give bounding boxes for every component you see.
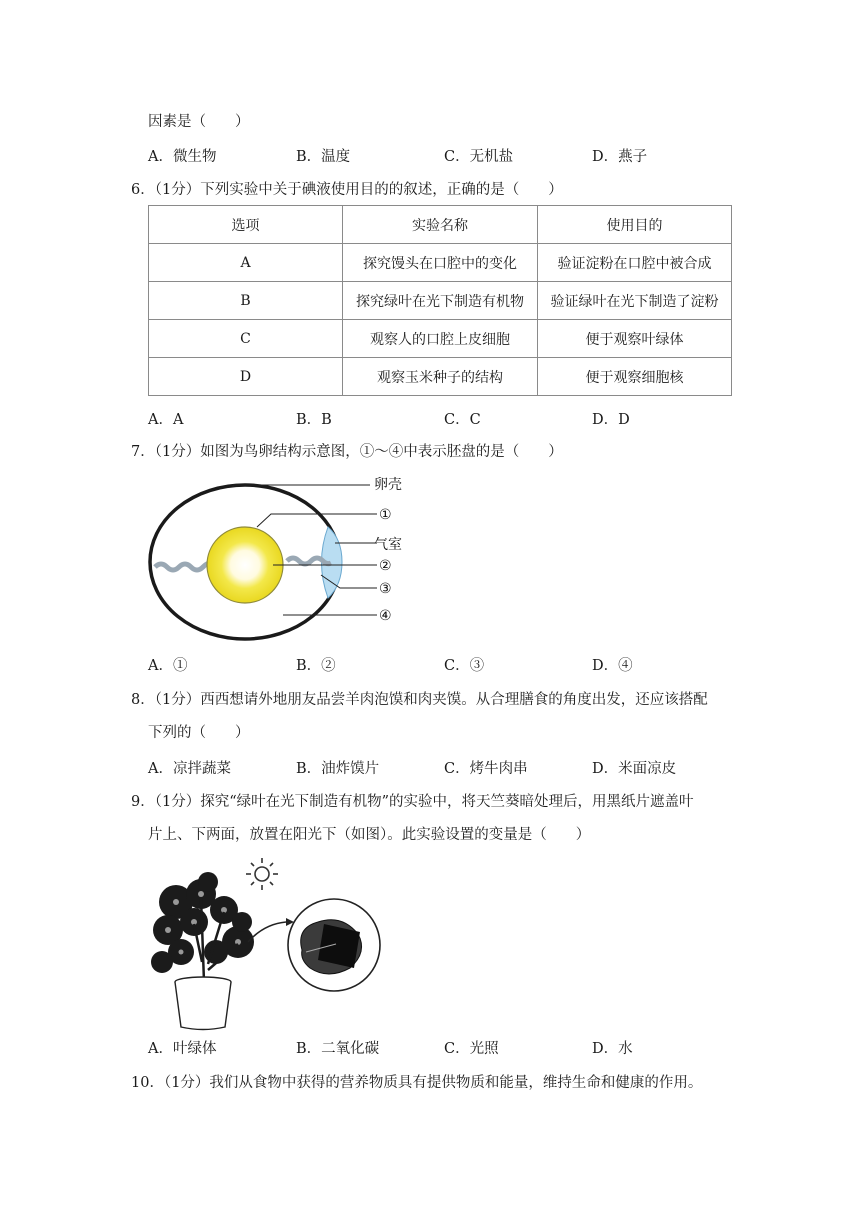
q7-option-b[interactable]: B．②	[296, 658, 336, 674]
table-cell: 探究绿叶在光下制造有机物	[343, 282, 538, 320]
label-air-chamber: 气室	[374, 537, 402, 553]
yolk	[207, 527, 283, 603]
q9-stem-line1: 9．（1分）探究“绿叶在光下制造有机物”的实验中，将天竺葵暗处理后，用黑纸片遮盖叶	[131, 794, 694, 810]
q6-option-c[interactable]: C．C	[444, 412, 481, 428]
q9-stem-line2: 片上、下两面，放置在阳光下（如图）。此实验设置的变量是（ ）	[148, 827, 591, 843]
q9-option-c[interactable]: C．光照	[444, 1041, 499, 1057]
table-row	[149, 320, 732, 358]
label-shell: 卵壳	[374, 477, 402, 493]
label-3: ③	[379, 581, 392, 597]
table-row	[149, 282, 732, 320]
label-4: ④	[379, 608, 392, 624]
q5-option-d[interactable]: D．燕子	[592, 149, 648, 165]
q8-option-b[interactable]: B．油炸馍片	[296, 761, 380, 777]
q5-stem-tail: 因素是（ ）	[148, 114, 250, 130]
q6-stem: 6．（1分）下列实验中关于碘液使用目的的叙述，正确的是（ ）	[131, 182, 563, 198]
q8-option-d[interactable]: D．米面凉皮	[592, 761, 677, 777]
q6-table	[148, 205, 732, 396]
table-cell: 便于观察叶绿体	[538, 320, 732, 358]
table-header-cell: 实验名称	[343, 206, 538, 244]
q6-option-d[interactable]: D．D	[592, 412, 630, 428]
geranium-experiment-figure	[146, 852, 386, 1032]
table-cell: 便于观察细胞核	[538, 358, 732, 396]
q8-stem-line2: 下列的（ ）	[148, 725, 250, 741]
q5-option-b[interactable]: B．温度	[296, 149, 351, 165]
table-cell: B	[149, 282, 343, 320]
table-header-cell: 选项	[149, 206, 343, 244]
table-cell: C	[149, 320, 343, 358]
q6-option-b[interactable]: B．B	[296, 412, 332, 428]
q8-option-c[interactable]: C．烤牛肉串	[444, 761, 528, 777]
q9-option-d[interactable]: D．水	[592, 1041, 633, 1057]
q7-stem: 7．（1分）如图为鸟卵结构示意图，①～④中表示胚盘的是（ ）	[131, 444, 563, 460]
q7-option-a[interactable]: A．①	[148, 658, 188, 674]
sun-icon	[246, 858, 278, 890]
table-row	[149, 358, 732, 396]
q9-option-b[interactable]: B．二氧化碳	[296, 1041, 380, 1057]
label-1: ①	[379, 507, 392, 523]
q10-stem: 10．（1分）我们从食物中获得的营养物质具有提供物质和能量，维持生命和健康的作用。	[131, 1075, 703, 1091]
label-2: ②	[379, 558, 392, 574]
magnified-leaf	[288, 899, 380, 991]
q9-option-a[interactable]: A．叶绿体	[148, 1041, 217, 1057]
geranium-plant	[151, 872, 254, 982]
flower-pot	[175, 977, 231, 1030]
bird-egg-diagram	[145, 465, 405, 645]
table-cell: 验证绿叶在光下制造了淀粉	[538, 282, 732, 320]
table-cell: 观察玉米种子的结构	[343, 358, 538, 396]
q5-option-a[interactable]: A．微生物	[148, 149, 217, 165]
q7-option-c[interactable]: C．③	[444, 658, 485, 674]
table-header-cell: 使用目的	[538, 206, 732, 244]
table-cell: D	[149, 358, 343, 396]
table-cell: A	[149, 244, 343, 282]
table-cell: 探究馒头在口腔中的变化	[343, 244, 538, 282]
table-cell: 验证淀粉在口腔中被合成	[538, 244, 732, 282]
q7-option-d[interactable]: D．④	[592, 658, 633, 674]
q6-option-a[interactable]: A．A	[148, 412, 184, 428]
q5-option-c[interactable]: C．无机盐	[444, 149, 514, 165]
q8-option-a[interactable]: A．凉拌蔬菜	[148, 761, 231, 777]
table-row	[149, 244, 732, 282]
table-header-row	[149, 206, 732, 244]
q8-stem-line1: 8．（1分）西西想请外地朋友品尝羊肉泡馍和肉夹馍。从合理膳食的角度出发，还应该搭配	[131, 692, 708, 708]
table-cell: 观察人的口腔上皮细胞	[343, 320, 538, 358]
